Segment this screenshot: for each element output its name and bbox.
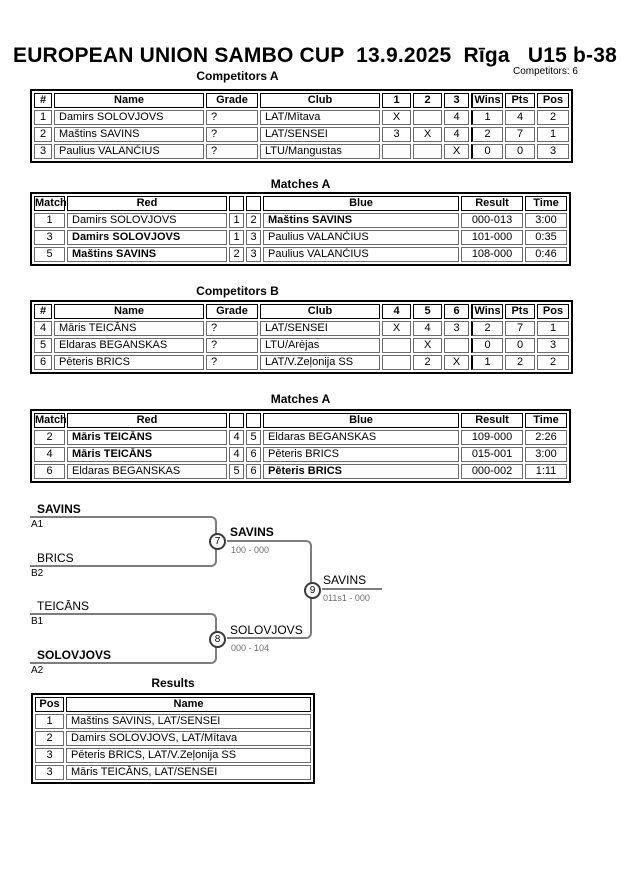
header-red-num: [229, 413, 244, 428]
header-opp-3: 3: [444, 93, 469, 108]
header-name: Name: [66, 697, 311, 712]
cell-vs-6: [444, 338, 469, 353]
cell-blue-num: 3: [246, 247, 261, 262]
header-result: Result: [461, 196, 523, 211]
bracket-line-entry-3: [30, 613, 217, 639]
cell-red-num: 4: [229, 430, 244, 445]
table-header-row: [34, 413, 567, 428]
cell-wins: 0: [471, 338, 503, 353]
competitors-count: Competitors: 6: [512, 66, 578, 77]
cell-time: 3:00: [525, 213, 567, 228]
cell-result: 000-013: [461, 213, 523, 228]
cell-red-num: 5: [229, 464, 244, 479]
header-pts: Pts: [505, 304, 535, 319]
bracket-line-final-winner: [322, 588, 382, 590]
cell-pos: 2: [537, 355, 569, 370]
cell-name: Māris TEICĀNS, LAT/SENSEI: [66, 765, 311, 780]
table-row: [34, 110, 569, 125]
header-pos: Pos: [537, 93, 569, 108]
cell-grade: ?: [206, 144, 258, 159]
header-blue-num: [246, 196, 261, 211]
header-match: Match: [35, 197, 67, 209]
cell-num: 3: [34, 144, 52, 159]
header-club: Club: [260, 93, 380, 108]
table-competitors-a: [30, 89, 573, 163]
cell-result: 101-000: [461, 230, 523, 245]
cell-red-name: Damirs SOLOVJOVS: [67, 230, 227, 245]
header-time: Time: [525, 196, 567, 211]
cell-red-num: 4: [229, 447, 244, 462]
table-matches-b: [30, 409, 571, 483]
table-competitors-b: [30, 300, 573, 374]
bracket-entry-name: SOLOVJOVS: [37, 648, 112, 662]
match-number-badge-8: 8: [209, 631, 226, 648]
header-red: Red: [67, 196, 227, 211]
cell-pts: 7: [505, 321, 535, 336]
header-pts: Pts: [505, 93, 535, 108]
table-row: [35, 748, 311, 763]
table-row: [35, 765, 311, 780]
header-result: Result: [461, 413, 523, 428]
header-opp-4: 4: [382, 304, 411, 319]
cell-pos: 1: [537, 127, 569, 142]
cell-grade: ?: [206, 338, 258, 353]
cell-time: 1:11: [525, 464, 567, 479]
cell-match-no: 5: [34, 247, 65, 262]
bracket-entry-name: SAVINS: [37, 502, 81, 516]
cell-vs-4: X: [382, 321, 411, 336]
header-wins: Wins: [471, 304, 503, 319]
section-title-competitors-a: Competitors A: [196, 69, 279, 83]
match-number-badge-9: 9: [304, 582, 321, 599]
cell-vs-3: X: [444, 144, 469, 159]
cell-club: LTU/Arėjas: [260, 338, 380, 353]
cell-vs-4: [382, 338, 411, 353]
cell-match-no: 2: [34, 430, 65, 445]
cell-grade: ?: [206, 110, 258, 125]
section-title-matches-b: Matches A: [270, 392, 331, 406]
cell-name: Damirs SOLOVJOVS: [54, 110, 204, 125]
cell-pts: 0: [505, 338, 535, 353]
semifinal-1-winner-name: SAVINS: [230, 525, 274, 539]
cell-red-num: 1: [229, 213, 244, 228]
cell-num: 2: [34, 127, 52, 142]
cell-red-name: Maštins SAVINS: [67, 247, 227, 262]
cell-wins: 2: [471, 321, 503, 336]
cell-vs-6: X: [444, 355, 469, 370]
cell-num: 1: [34, 110, 52, 125]
cell-blue-name: Paulius VALANČIUS: [263, 247, 459, 262]
cell-red-name: Māris TEICĀNS: [67, 447, 227, 462]
page-title: EUROPEAN UNION SAMBO CUP 13.9.2025 Rīga U15 b-38: [12, 44, 618, 67]
cell-pos: 3: [537, 338, 569, 353]
cell-blue-num: 6: [246, 447, 261, 462]
cell-club: LAT/SENSEI: [260, 321, 380, 336]
cell-vs-4: [382, 355, 411, 370]
cell-name: Pēteris BRICS: [54, 355, 204, 370]
table-row: [35, 714, 311, 729]
section-title-results: Results: [151, 676, 195, 690]
semifinal-1-score: 100 - 000: [231, 545, 270, 555]
section-title-competitors-b: Competitors B: [196, 284, 279, 298]
cell-wins: 2: [471, 127, 503, 142]
cell-vs-6: 3: [444, 321, 469, 336]
cell-result: 000-002: [461, 464, 523, 479]
cell-pts: 4: [505, 110, 535, 125]
cell-vs-1: [382, 144, 411, 159]
cell-red-num: 1: [229, 230, 244, 245]
cell-match-no: 1: [34, 213, 65, 228]
cell-red-name: Eldaras BEGANSKAS: [67, 464, 227, 479]
cell-vs-2: X: [413, 127, 442, 142]
header-blue-num: [246, 413, 261, 428]
cell-num: 4: [34, 321, 52, 336]
cell-grade: ?: [206, 127, 258, 142]
cell-match-no: 3: [34, 230, 65, 245]
cell-wins: 1: [471, 355, 503, 370]
table-row: [34, 447, 567, 462]
cell-red-name: Damirs SOLOVJOVS: [67, 213, 227, 228]
cell-pos: 3: [537, 144, 569, 159]
table-results: [31, 693, 315, 784]
match-number-badge-7: 7: [209, 533, 226, 550]
cell-red-num: 2: [229, 247, 244, 262]
cell-wins: 1: [471, 110, 503, 125]
cell-result: 109-000: [461, 430, 523, 445]
cell-blue-name: Pēteris BRICS: [263, 447, 459, 462]
cell-pts: 2: [505, 355, 535, 370]
cell-vs-5: X: [413, 338, 442, 353]
cell-club: LAT/Mītava: [260, 110, 380, 125]
bracket-entry-name: TEICĀNS: [37, 599, 90, 613]
header-opp-1: 1: [382, 93, 411, 108]
cell-blue-name: Pēteris BRICS: [263, 464, 459, 479]
cell-time: 0:46: [525, 247, 567, 262]
bracket-entry-seed: A2: [31, 665, 44, 676]
cell-vs-3: 4: [444, 110, 469, 125]
cell-wins: 0: [471, 144, 503, 159]
cell-blue-num: 2: [246, 213, 261, 228]
cell-num: 6: [34, 355, 52, 370]
cell-blue-num: 6: [246, 464, 261, 479]
header-time: Time: [525, 413, 567, 428]
table-row: [34, 127, 569, 142]
cell-pos: 2: [35, 731, 64, 746]
cell-blue-name: Paulius VALANČIUS: [263, 230, 459, 245]
table-row: [35, 731, 311, 746]
header-num: #: [34, 304, 52, 319]
cell-vs-5: 4: [413, 321, 442, 336]
cell-grade: ?: [206, 321, 258, 336]
cell-match-no: 4: [34, 447, 65, 462]
table-row: [34, 144, 569, 159]
table-header-row: [35, 697, 311, 712]
header-red: Red: [67, 413, 227, 428]
cell-blue-name: Maštins SAVINS: [263, 213, 459, 228]
header-blue: Blue: [263, 413, 459, 428]
header-club: Club: [260, 304, 380, 319]
table-row: [34, 355, 569, 370]
cell-vs-2: [413, 110, 442, 125]
cell-pts: 7: [505, 127, 535, 142]
section-title-matches-a: Matches A: [270, 177, 331, 191]
table-row: [34, 430, 567, 445]
table-header-row: [34, 304, 569, 319]
cell-pts: 0: [505, 144, 535, 159]
cell-name: Māris TEICĀNS: [54, 321, 204, 336]
bracket-line-entry-1: [30, 516, 217, 542]
cell-name: Paulius VALANČIUS: [54, 144, 204, 159]
semifinal-2-score: 000 - 104: [231, 643, 270, 653]
bracket-entry-seed: A1: [31, 519, 44, 530]
semifinal-2-winner-name: SOLOVJOVS: [230, 623, 303, 637]
cell-blue-num: 5: [246, 430, 261, 445]
cell-time: 3:00: [525, 447, 567, 462]
cell-vs-2: [413, 144, 442, 159]
table-row: [34, 464, 567, 479]
table-row: [34, 247, 567, 262]
cell-club: LTU/Mangustas: [260, 144, 380, 159]
cell-name: Pēteris BRICS, LAT/V.Zeļonija SS: [66, 748, 311, 763]
cell-match-no: 6: [34, 464, 65, 479]
cell-name: Damirs SOLOVJOVS, LAT/Mītava: [66, 731, 311, 746]
cell-name: Eldaras BEGANSKAS: [54, 338, 204, 353]
header-pos: Pos: [537, 304, 569, 319]
cell-vs-1: X: [382, 110, 411, 125]
cell-pos: 1: [35, 714, 64, 729]
cell-name: Maštins SAVINS, LAT/SENSEI: [66, 714, 311, 729]
cell-pos: 3: [35, 748, 64, 763]
table-row: [34, 338, 569, 353]
header-pos: Pos: [35, 697, 64, 712]
bracket-entry-seed: B1: [31, 616, 44, 627]
header-grade: Grade: [206, 93, 258, 108]
header-wins: Wins: [471, 93, 503, 108]
cell-red-name: Māris TEICĀNS: [67, 430, 227, 445]
header-red-num: [229, 196, 244, 211]
cell-pos: 2: [537, 110, 569, 125]
header-match: Match: [35, 414, 67, 426]
header-blue: Blue: [263, 196, 459, 211]
cell-club: LAT/SENSEI: [260, 127, 380, 142]
final-score: 011s1 - 000: [323, 593, 370, 603]
header-name: Name: [54, 93, 204, 108]
table-matches-a: [30, 192, 571, 266]
cell-result: 015-001: [461, 447, 523, 462]
table-header-row: [34, 196, 567, 211]
cell-club: LAT/V.Zeļonija SS: [260, 355, 380, 370]
header-name: Name: [54, 304, 204, 319]
cell-vs-5: 2: [413, 355, 442, 370]
cell-pos: 1: [537, 321, 569, 336]
cell-vs-3: 4: [444, 127, 469, 142]
header-opp-6: 6: [444, 304, 469, 319]
bracket-entry-name: BRICS: [37, 551, 74, 565]
cell-num: 5: [34, 338, 52, 353]
header-opp-2: 2: [413, 93, 442, 108]
header-opp-5: 5: [413, 304, 442, 319]
cell-blue-num: 3: [246, 230, 261, 245]
cell-grade: ?: [206, 355, 258, 370]
table-row: [34, 213, 567, 228]
final-winner-name: SAVINS: [323, 573, 367, 587]
table-row: [34, 321, 569, 336]
header-num: #: [34, 93, 52, 108]
cell-blue-name: Eldaras BEGANSKAS: [263, 430, 459, 445]
cell-time: 0:35: [525, 230, 567, 245]
table-header-row: [34, 93, 569, 108]
cell-vs-1: 3: [382, 127, 411, 142]
table-row: [34, 230, 567, 245]
bracket-entry-seed: B2: [31, 568, 44, 579]
cell-result: 108-000: [461, 247, 523, 262]
cell-pos: 3: [35, 765, 64, 780]
cell-time: 2:26: [525, 430, 567, 445]
header-grade: Grade: [206, 304, 258, 319]
cell-name: Maštins SAVINS: [54, 127, 204, 142]
